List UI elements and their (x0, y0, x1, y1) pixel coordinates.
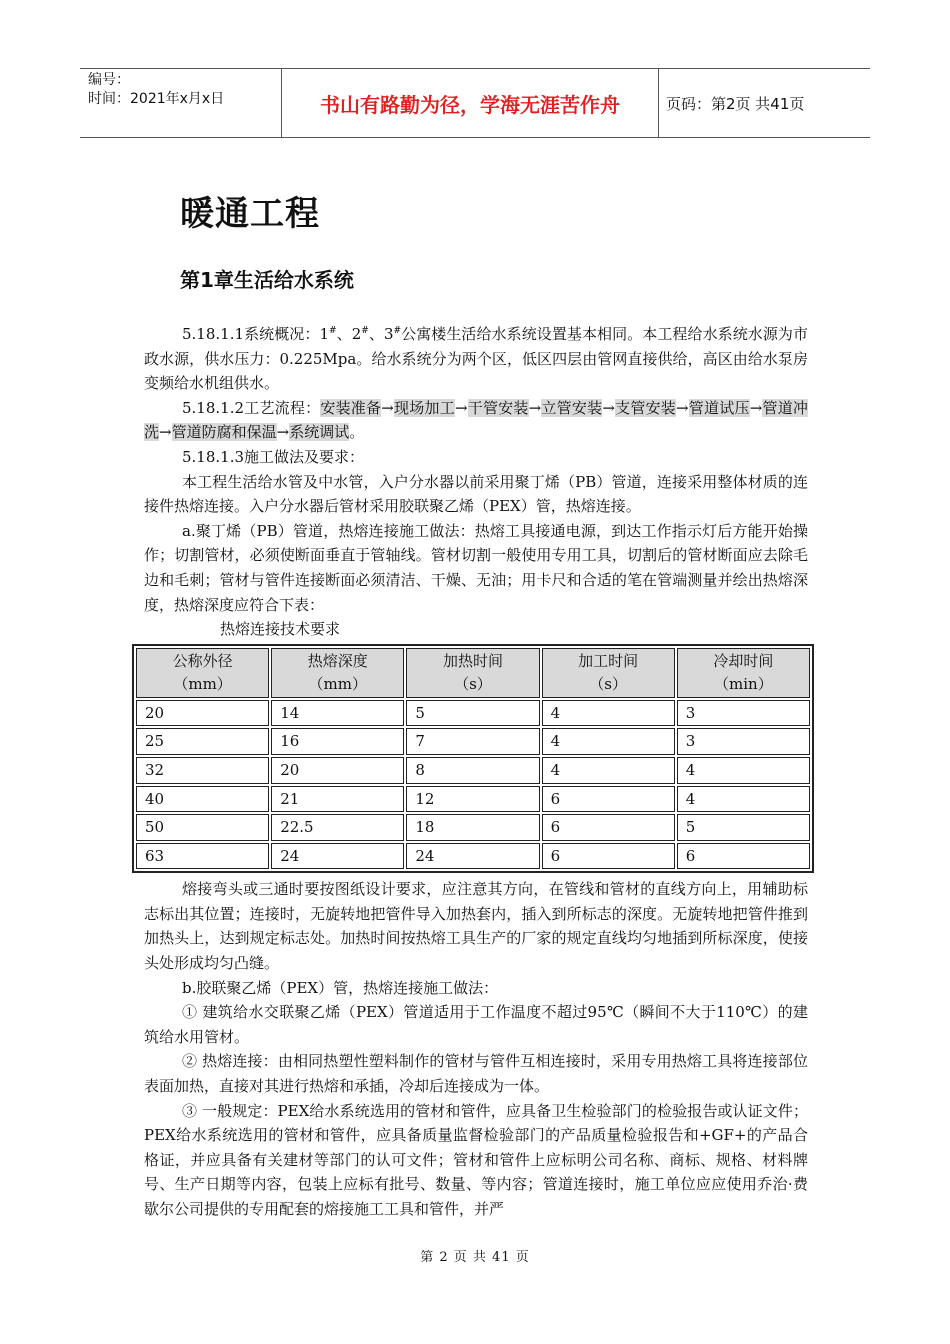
table-cell: 20 (136, 700, 269, 727)
table-row (136, 728, 810, 755)
paragraph-fusion-notes: 熔接弯头或三通时要按图纸设计要求，应注意其方向，在管线和管材的直线方向上，用辅助标志标出其位置；连接时，无旋转地把管件导入加热套内，插入到所标志的深度。无旋转地把管件推到加热头上，达到规定标志处。加热时间按热熔工具生产的厂家的规定直线均匀地插到所标深度，使接头处形成均匀凸缝。 (144, 880, 808, 973)
table-header-cell: 冷却时间 （min） (677, 648, 810, 698)
document-body (144, 322, 808, 1222)
header-page-info: 页码：第2页 共41页 (666, 94, 805, 113)
table-cell: 5 (406, 700, 539, 727)
table-cell: 21 (271, 786, 404, 813)
page-header (80, 68, 870, 138)
document-title: 暖通工程 (180, 194, 320, 234)
header-motto: 书山有路勤为径，学海无涯苦作舟 (282, 69, 659, 137)
table-header-cell: 公称外径 （mm） (136, 648, 269, 698)
table-header-cell: 加热时间 （s） (406, 648, 539, 698)
table-cell: 4 (542, 700, 675, 727)
table-cell: 63 (136, 843, 269, 870)
table-cell: 24 (271, 843, 404, 870)
chapter-title: 第1章生活给水系统 (180, 268, 354, 292)
table-row (136, 786, 810, 813)
table-cell: 16 (271, 728, 404, 755)
table-cell: 6 (677, 843, 810, 870)
heat-fusion-table (132, 644, 814, 874)
paragraph-pex-scope: ① 建筑给水交联聚乙烯（PEX）管道适用于工作温度不超过95℃（瞬间不大于110℃）的建筑给水用管材。 (144, 1003, 808, 1046)
table-cell: 3 (677, 728, 810, 755)
table-cell: 4 (542, 757, 675, 784)
paragraph-system-overview: 5.18.1.1系统概况：1#、2#、3#公寓楼生活给水系统设置基本相同。本工程给水系统水源为市政水源，供水压力：0.225Mpa。给水系统分为两个区，低区四层由管网直接供给，高区由给水泵房变频给水机组供水。 (144, 325, 808, 393)
table-cell: 22.5 (271, 814, 404, 841)
table-cell: 18 (406, 814, 539, 841)
header-meta (80, 69, 282, 137)
table-cell: 24 (406, 843, 539, 870)
table-cell: 50 (136, 814, 269, 841)
table-cell: 32 (136, 757, 269, 784)
table-row (136, 843, 810, 870)
table-cell: 3 (677, 700, 810, 727)
table-cell: 4 (677, 757, 810, 784)
table-header-row (136, 648, 810, 698)
page-footer: 第 2 页 共 41 页 (420, 1250, 530, 1265)
table-cell: 20 (271, 757, 404, 784)
table-cell: 14 (271, 700, 404, 727)
table-cell: 6 (542, 786, 675, 813)
table-cell: 4 (677, 786, 810, 813)
paragraph-pex-fusion: ② 热熔连接：由相同热塑性塑料制作的管材与管件互相连接时，采用专用热熔工具将连接部位表面加热，直接对其进行热熔和承插，冷却后连接成为一体。 (144, 1052, 808, 1096)
table-caption: 热熔连接技术要求 (220, 620, 341, 639)
table-row (136, 700, 810, 727)
table-cell: 4 (542, 728, 675, 755)
paragraph-pex-rules: ③ 一般规定：PEX给水系统选用的管材和管件，应具备卫生检验部门的检验报告或认证文件；PEX给水系统选用的管材和管件，应具备质量监督检验部门的产品质量检验报告和+GF+的产品合格证，并应具备有关建材等部门的认可文件；管材和管件上应标明公司名称、商标、规格、材料牌号、生产日期等内容，包装上应标有批号、数量、等内容；管道连接时，施工单位应应使用乔治·费歇尔公司提供的专用配套的熔接施工工具和管件，并严 (144, 1101, 808, 1218)
document-number: 编号： (88, 72, 130, 88)
table-row (136, 814, 810, 841)
document-date: 时间：2021年x月x日 (88, 91, 225, 107)
paragraph-pb-method: a.聚丁烯（PB）管道，热熔连接施工做法：热熔工具接通电源，到达工作指示灯后方能开始操作；切割管材，必须使断面垂直于管轴线。管材切割一般使用专用工具，切割后的管材断面应去除毛边和毛刺；管材与管件连接断面必须清洁、干燥、无油；用卡尺和合适的笔在管端测量并绘出热熔深度，热熔深度应符合下表： (144, 521, 808, 614)
table-header-cell: 加工时间 （s） (542, 648, 675, 698)
table-cell: 12 (406, 786, 539, 813)
paragraph-pipe-materials: 本工程生活给水管及中水管，入户分水器以前采用聚丁烯（PB）管道，连接采用整体材质的连接件热熔连接。入户分水器后管材采用胶联聚乙烯（PEX）管，热熔连接。 (144, 472, 808, 516)
table-cell: 7 (406, 728, 539, 755)
table-row (136, 757, 810, 784)
table-cell: 8 (406, 757, 539, 784)
paragraph-pex-heading: b.胶联聚乙烯（PEX）管，热熔连接施工做法： (182, 978, 499, 997)
table-header-cell: 热熔深度 （mm） (271, 648, 404, 698)
table-cell: 6 (542, 814, 675, 841)
paragraph-process-flow: 5.18.1.2工艺流程：安装准备→现场加工→干管安装→立管安装→支管安装→管道试压→管道冲洗→管道防腐和保温→系统调试。 (144, 398, 808, 442)
table-cell: 25 (136, 728, 269, 755)
table-cell: 40 (136, 786, 269, 813)
table-cell: 5 (677, 814, 810, 841)
paragraph-method-heading: 5.18.1.3施工做法及要求： (182, 447, 365, 466)
table-cell: 6 (542, 843, 675, 870)
